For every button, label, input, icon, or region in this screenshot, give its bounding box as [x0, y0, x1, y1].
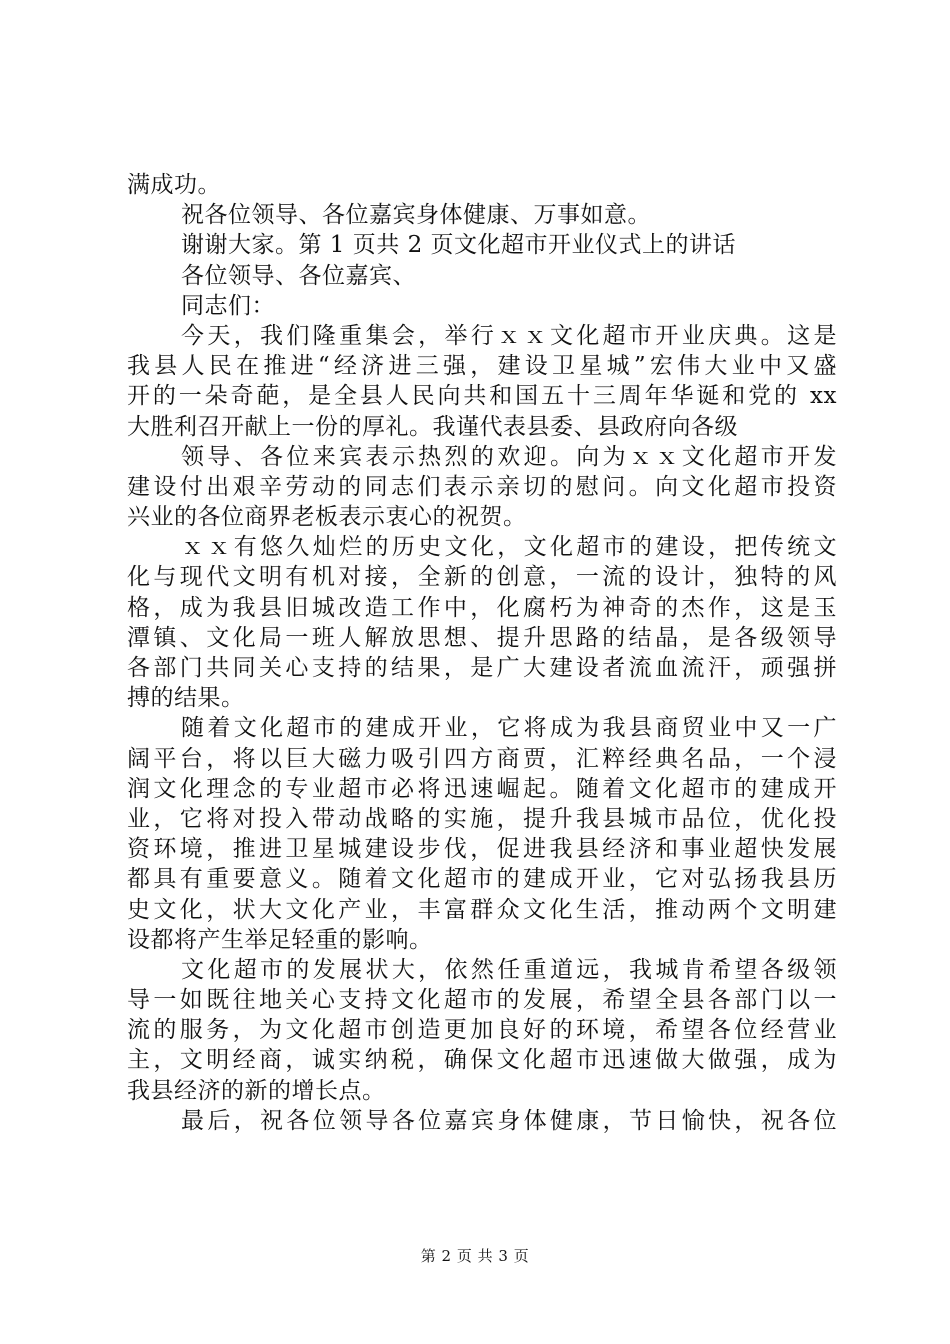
text-line: 满成功。 [127, 172, 221, 198]
text-line: 我县人民在推进“经济进三强，建设卫星城”宏伟大业中又盛 [127, 353, 837, 380]
text-line: 搏的结果。 [127, 685, 245, 712]
text-line: 导一如既往地关心支持文化超市的发展，希望全县各部门以一 [127, 987, 837, 1014]
text-line: 都具有重要意义。随着文化超市的建成开业，它对弘扬我县历 [127, 866, 837, 893]
text-line: 兴业的各位商界老板表示衷心的祝贺。 [127, 504, 527, 531]
text-line: 最后，祝各位领导各位嘉宾身体健康，节日愉快，祝各位 [181, 1107, 837, 1134]
text-line: 流的服务，为文化超市创造更加良好的环境，希望各位经营业 [127, 1017, 837, 1044]
text-line: 建设付出艰辛劳动的同志们表示亲切的慰问。向文化超市投资 [127, 473, 837, 500]
text-line: 我县经济的新的增长点。 [127, 1077, 386, 1104]
text-line: 文化超市的发展状大，依然任重道远，我城肯希望各级领 [181, 956, 837, 983]
text-line: 格，成为我县旧城改造工作中，化腐朽为神奇的杰作，这是玉 [127, 594, 837, 621]
text-line: 今天，我们隆重集会，举行ｘｘ文化超市开业庆典。这是 [181, 322, 837, 349]
text-line: 史文化，状大文化产业，丰富群众文化生活，推动两个文明建 [127, 896, 837, 923]
text-line: 润文化理念的专业超市必将迅速崛起。随着文化超市的建成开 [127, 775, 837, 802]
page-footer: 第 2 页 共 3 页 [420, 1247, 530, 1265]
text-line: 领导、各位来宾表示热烈的欢迎。向为ｘｘ文化超市开发 [181, 443, 837, 470]
text-line: ｘｘ有悠久灿烂的历史文化，文化超市的建设，把传统文 [181, 534, 837, 561]
text-line: 开的一朵奇葩，是全县人民向共和国五十三周年华诞和党的 xx [127, 383, 837, 410]
text-line: 阔平台，将以巨大磁力吸引四方商贾，汇粹经典名品，一个浸 [127, 745, 837, 772]
text-line: 随着文化超市的建成开业，它将成为我县商贸业中又一广 [181, 715, 837, 742]
text-line: 化与现代文明有机对接，全新的创意，一流的设计，独特的风 [127, 564, 837, 591]
text-line: 主，文明经商，诚实纳税，确保文化超市迅速做大做强，成为 [127, 1047, 837, 1074]
text-line: 祝各位领导、各位嘉宾身体健康、万事如意。 [181, 202, 651, 229]
text-line: 潭镇、文化局一班人解放思想、提升思路的结晶，是各级领导 [127, 624, 837, 651]
text-line: 资环境，推进卫星城建设步伐，促进我县经济和事业超快发展 [127, 836, 837, 863]
text-line: 谢谢大家。第 1 页共 2 页文化超市开业仪式上的讲话 [181, 232, 737, 259]
text-line: 各部门共同关心支持的结果，是广大建设者流血流汗，顽强拼 [127, 655, 837, 681]
text-line: 各位领导、各位嘉宾、 [181, 262, 416, 289]
document-body [127, 170, 837, 1136]
text-line: 设都将产生举足轻重的影响。 [127, 926, 433, 953]
text-line: 同志们： [181, 292, 275, 319]
text-line: 大胜利召开献上一份的厚礼。我谨代表县委、县政府向各级 [127, 413, 738, 440]
text-line: 业，它将对投入带动战略的实施，提升我县城市品位，优化投 [127, 805, 837, 832]
